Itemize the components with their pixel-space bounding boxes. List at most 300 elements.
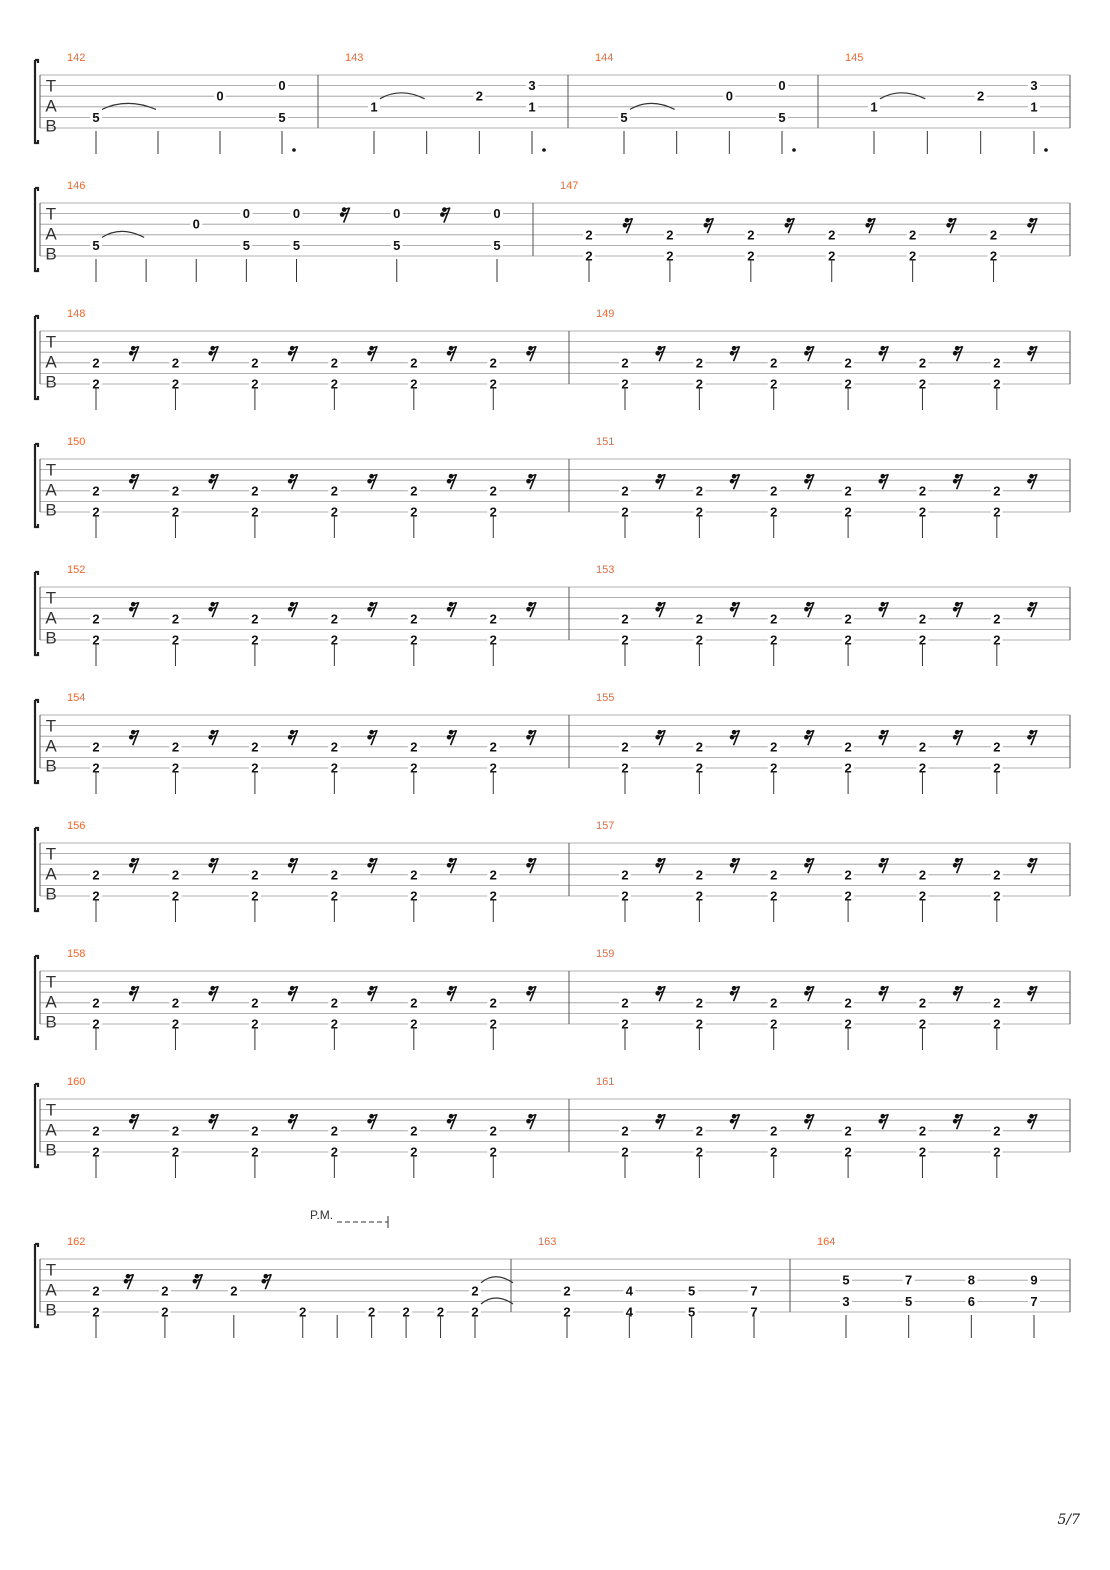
fret-number: 2 <box>993 504 1001 520</box>
fret-number: 5 <box>92 237 100 253</box>
tab-clef-letter: T <box>45 588 57 608</box>
fret-number: 2 <box>844 376 852 392</box>
fret-number: 2 <box>918 1144 927 1160</box>
fret-number: 2 <box>695 739 703 755</box>
sixteenth-rest <box>878 986 888 1001</box>
measure-number: 155 <box>596 692 615 704</box>
measure-number: 152 <box>67 564 86 576</box>
tab-clef-letter: A <box>45 992 57 1012</box>
measure-number: 143 <box>345 52 364 64</box>
fret-number: 2 <box>770 632 778 648</box>
fret-number: 2 <box>747 227 755 243</box>
fret-number: 2 <box>330 483 338 499</box>
fret-number: 2 <box>330 739 338 755</box>
sixteenth-rest <box>1027 346 1037 361</box>
fret-number: 2 <box>92 1123 100 1139</box>
fret-number: 5 <box>688 1283 696 1299</box>
fret-number: 2 <box>621 376 629 392</box>
sixteenth-rest <box>129 986 139 1001</box>
fret-number: 2 <box>695 632 703 648</box>
sixteenth-rest <box>367 858 377 873</box>
sixteenth-rest <box>953 602 963 617</box>
fret-number: 2 <box>410 760 418 776</box>
tab-clef-letter: T <box>45 76 57 96</box>
fret-number: 2 <box>330 995 338 1011</box>
system-brace <box>35 444 38 527</box>
fret-number: 2 <box>171 1144 180 1160</box>
fret-number: 2 <box>844 355 852 371</box>
fret-number: 2 <box>489 888 497 904</box>
fret-number: 2 <box>666 248 674 264</box>
system-brace <box>35 1244 38 1327</box>
fret-number: 2 <box>621 888 629 904</box>
fret-number: 2 <box>770 760 778 776</box>
fret-number: 2 <box>918 355 927 371</box>
fret-number: 5 <box>842 1272 850 1288</box>
sixteenth-rest <box>730 986 740 1001</box>
tab-clef-letter: T <box>45 204 57 224</box>
measure-number: 149 <box>596 308 615 320</box>
fret-number: 2 <box>918 483 927 499</box>
sixteenth-rest <box>208 474 218 489</box>
fret-number: 2 <box>666 227 674 243</box>
fret-number: 0 <box>725 88 733 104</box>
fret-number: 2 <box>621 1144 629 1160</box>
fret-number: 2 <box>171 376 180 392</box>
sixteenth-rest <box>804 602 814 617</box>
sixteenth-rest <box>730 346 740 361</box>
fret-number: 2 <box>621 867 629 883</box>
fret-number: 2 <box>993 739 1001 755</box>
fret-number: 0 <box>493 206 501 222</box>
fret-number: 8 <box>967 1272 975 1288</box>
system-brace <box>35 956 38 1039</box>
measure-number: 159 <box>596 948 615 960</box>
fret-number: 2 <box>171 1016 180 1032</box>
sixteenth-rest <box>288 858 298 873</box>
tab-clef-letter: A <box>45 608 57 628</box>
fret-number: 2 <box>251 504 259 520</box>
fret-number: 2 <box>770 504 778 520</box>
page-number: 5/7 <box>1057 1512 1080 1528</box>
fret-number: 7 <box>1030 1293 1038 1309</box>
fret-number: 2 <box>993 760 1001 776</box>
fret-number: 2 <box>621 995 629 1011</box>
measure-number: 162 <box>67 1236 86 1248</box>
fret-number: 2 <box>918 888 927 904</box>
fret-number: 2 <box>251 1144 259 1160</box>
sixteenth-rest <box>878 474 888 489</box>
fret-number: 2 <box>92 867 100 883</box>
fret-number: 2 <box>330 376 338 392</box>
sixteenth-rest <box>1027 858 1037 873</box>
fret-number: 2 <box>410 611 418 627</box>
fret-number: 2 <box>251 760 259 776</box>
fret-number: 2 <box>695 355 703 371</box>
fret-number: 2 <box>770 1016 778 1032</box>
fret-number: 2 <box>918 867 927 883</box>
fret-number: 2 <box>92 611 100 627</box>
sixteenth-rest <box>447 474 457 489</box>
sixteenth-rest <box>784 218 794 233</box>
tab-clef-letter: B <box>45 628 57 648</box>
fret-number: 2 <box>92 355 100 371</box>
tab-clef-letter: T <box>45 460 57 480</box>
measure-number: 151 <box>596 436 615 448</box>
sixteenth-rest <box>208 986 218 1001</box>
fret-number: 2 <box>563 1304 571 1320</box>
fret-number: 2 <box>410 1123 418 1139</box>
fret-number: 2 <box>918 760 927 776</box>
fret-number: 2 <box>92 483 100 499</box>
fret-number: 2 <box>993 1016 1001 1032</box>
sixteenth-rest <box>730 602 740 617</box>
fret-number: 2 <box>489 611 497 627</box>
sixteenth-rest <box>288 1114 298 1129</box>
fret-number: 5 <box>292 237 301 253</box>
sixteenth-rest <box>878 1114 888 1129</box>
tab-clef-letter: B <box>45 1012 57 1032</box>
sixteenth-rest <box>129 346 139 361</box>
fret-number: 2 <box>92 1304 100 1320</box>
sixteenth-rest <box>804 730 814 745</box>
fret-number: 2 <box>410 504 418 520</box>
duration-dot <box>792 148 796 152</box>
system-brace <box>35 316 38 399</box>
fret-number: 2 <box>918 995 927 1011</box>
fret-number: 2 <box>330 888 338 904</box>
fret-number: 2 <box>621 483 629 499</box>
tab-clef-letter: T <box>45 716 57 736</box>
sixteenth-rest <box>1027 218 1037 233</box>
fret-number: 2 <box>251 355 259 371</box>
fret-number: 2 <box>161 1304 169 1320</box>
fret-number: 3 <box>842 1293 850 1309</box>
fret-number: 2 <box>844 504 852 520</box>
fret-number: 2 <box>410 995 418 1011</box>
fret-number: 2 <box>695 1144 703 1160</box>
fret-number: 2 <box>251 376 259 392</box>
sixteenth-rest <box>526 474 536 489</box>
sixteenth-rest <box>953 1114 963 1129</box>
fret-number: 2 <box>844 1016 852 1032</box>
fret-number: 2 <box>251 483 259 499</box>
fret-number: 2 <box>161 1283 169 1299</box>
fret-number: 2 <box>330 1016 338 1032</box>
sixteenth-rest <box>288 986 298 1001</box>
fret-number: 2 <box>993 355 1001 371</box>
sixteenth-rest <box>367 474 377 489</box>
tab-clef-letter: B <box>45 372 57 392</box>
fret-number: 2 <box>410 1016 418 1032</box>
sixteenth-rest <box>730 474 740 489</box>
fret-number: 2 <box>171 995 180 1011</box>
fret-number: 2 <box>621 1016 629 1032</box>
sixteenth-rest <box>730 858 740 873</box>
fret-number: 2 <box>230 1283 238 1299</box>
tab-clef-letter: B <box>45 884 57 904</box>
fret-number: 2 <box>844 867 852 883</box>
sixteenth-rest <box>655 986 665 1001</box>
fret-number: 2 <box>770 355 778 371</box>
fret-number: 2 <box>844 739 852 755</box>
fret-number: 2 <box>695 888 703 904</box>
fret-number: 2 <box>489 867 497 883</box>
fret-number: 2 <box>171 504 180 520</box>
fret-number: 2 <box>695 611 703 627</box>
duration-dot <box>292 148 296 152</box>
fret-number: 2 <box>330 611 338 627</box>
fret-number: 0 <box>292 206 301 222</box>
tie-arc <box>102 231 144 237</box>
fret-number: 2 <box>918 1016 927 1032</box>
tab-clef-letter: A <box>45 96 57 116</box>
fret-number: 2 <box>621 632 629 648</box>
sixteenth-rest <box>804 346 814 361</box>
fret-number: 2 <box>92 1016 100 1032</box>
fret-number: 7 <box>750 1304 758 1320</box>
fret-number: 2 <box>489 1144 497 1160</box>
fret-number: 2 <box>251 1016 259 1032</box>
fret-number: 2 <box>695 760 703 776</box>
fret-number: 0 <box>393 206 401 222</box>
fret-number: 2 <box>770 1123 778 1139</box>
sixteenth-rest <box>1027 1114 1037 1129</box>
sixteenth-rest <box>208 1114 218 1129</box>
sixteenth-rest <box>288 602 298 617</box>
system-brace <box>35 1084 38 1167</box>
sixteenth-rest <box>655 858 665 873</box>
tab-clef-letter: A <box>45 736 57 756</box>
system-brace <box>35 572 38 655</box>
fret-number: 2 <box>695 483 703 499</box>
tab-clef-letter: A <box>45 224 57 244</box>
fret-number: 2 <box>251 611 259 627</box>
fret-number: 2 <box>489 760 497 776</box>
fret-number: 2 <box>770 483 778 499</box>
fret-number: 2 <box>251 1123 259 1139</box>
fret-number: 2 <box>171 355 180 371</box>
sixteenth-rest <box>261 1274 271 1289</box>
fret-number: 2 <box>695 376 703 392</box>
fret-number: 3 <box>528 78 536 94</box>
sixteenth-rest <box>440 207 450 222</box>
fret-number: 2 <box>770 611 778 627</box>
fret-number: 2 <box>92 760 100 776</box>
sixteenth-rest <box>367 602 377 617</box>
sixteenth-rest <box>447 730 457 745</box>
fret-number: 2 <box>695 1016 703 1032</box>
fret-number: 2 <box>993 1144 1001 1160</box>
fret-number: 2 <box>330 867 338 883</box>
sixteenth-rest <box>655 602 665 617</box>
sixteenth-rest <box>865 218 875 233</box>
sixteenth-rest <box>288 346 298 361</box>
sixteenth-rest <box>526 858 536 873</box>
sixteenth-rest <box>208 602 218 617</box>
sixteenth-rest <box>124 1274 134 1289</box>
sixteenth-rest <box>129 730 139 745</box>
fret-number: 6 <box>967 1293 975 1309</box>
fret-number: 2 <box>489 483 497 499</box>
tab-clef-letter: A <box>45 352 57 372</box>
tab-clef-letter: T <box>45 1260 57 1280</box>
fret-number: 2 <box>844 632 852 648</box>
fret-number: 2 <box>918 632 927 648</box>
fret-number: 2 <box>695 995 703 1011</box>
fret-number: 2 <box>92 1144 100 1160</box>
sixteenth-rest <box>878 858 888 873</box>
fret-number: 2 <box>770 867 778 883</box>
fret-number: 2 <box>410 867 418 883</box>
fret-number: 2 <box>410 632 418 648</box>
fret-number: 2 <box>299 1304 307 1320</box>
fret-number: 2 <box>489 504 497 520</box>
sixteenth-rest <box>655 346 665 361</box>
sixteenth-rest <box>704 218 714 233</box>
fret-number: 2 <box>489 376 497 392</box>
tab-clef-letter: B <box>45 500 57 520</box>
sixteenth-rest <box>208 730 218 745</box>
sixteenth-rest <box>526 1114 536 1129</box>
fret-number: 2 <box>621 504 629 520</box>
fret-number: 2 <box>585 227 593 243</box>
measure-number: 150 <box>67 436 86 448</box>
measure-number: 161 <box>596 1076 615 1088</box>
tab-clef-letter: A <box>45 1120 57 1140</box>
sixteenth-rest <box>655 730 665 745</box>
sixteenth-rest <box>804 986 814 1001</box>
measure-number: 146 <box>67 180 86 192</box>
sixteenth-rest <box>208 346 218 361</box>
fret-number: 1 <box>870 99 878 115</box>
fret-number: 2 <box>844 1144 852 1160</box>
fret-number: 1 <box>370 99 378 115</box>
sixteenth-rest <box>526 602 536 617</box>
fret-number: 0 <box>216 88 224 104</box>
fret-number: 2 <box>410 355 418 371</box>
tab-clef-letter: B <box>45 244 57 264</box>
fret-number: 2 <box>410 376 418 392</box>
fret-number: 2 <box>410 888 418 904</box>
fret-number: 2 <box>251 739 259 755</box>
fret-number: 2 <box>368 1304 376 1320</box>
fret-number: 0 <box>278 78 286 94</box>
fret-number: 2 <box>918 611 927 627</box>
sixteenth-rest <box>953 474 963 489</box>
fret-number: 2 <box>251 867 259 883</box>
sixteenth-rest <box>1027 986 1037 1001</box>
fret-number: 2 <box>410 739 418 755</box>
measure-number: 147 <box>560 180 579 192</box>
fret-number: 2 <box>489 1016 497 1032</box>
fret-number: 2 <box>563 1283 571 1299</box>
fret-number: 2 <box>92 504 100 520</box>
fret-number: 2 <box>92 888 100 904</box>
sixteenth-rest <box>129 602 139 617</box>
fret-number: 2 <box>844 611 852 627</box>
measure-number: 142 <box>67 52 86 64</box>
fret-number: 2 <box>770 995 778 1011</box>
fret-number: 1 <box>528 99 536 115</box>
measure-number: 163 <box>538 1236 557 1248</box>
fret-number: 2 <box>909 248 917 264</box>
fret-number: 9 <box>1030 1272 1038 1288</box>
palm-mute-label: P.M. <box>310 1208 334 1222</box>
duration-dot <box>1044 148 1048 152</box>
tab-clef-letter: B <box>45 1140 57 1160</box>
sixteenth-rest <box>288 730 298 745</box>
fret-number: 2 <box>330 1123 338 1139</box>
fret-number: 2 <box>330 355 338 371</box>
fret-number: 2 <box>993 483 1001 499</box>
fret-number: 0 <box>192 216 200 232</box>
fret-number: 2 <box>489 739 497 755</box>
fret-number: 2 <box>844 760 852 776</box>
fret-number: 2 <box>171 632 180 648</box>
fret-number: 2 <box>92 995 100 1011</box>
sixteenth-rest <box>953 986 963 1001</box>
measure-number: 145 <box>845 52 864 64</box>
fret-number: 2 <box>489 1123 497 1139</box>
fret-number: 2 <box>171 611 180 627</box>
measure-number: 157 <box>596 820 615 832</box>
fret-number: 2 <box>844 888 852 904</box>
fret-number: 2 <box>770 1144 778 1160</box>
fret-number: 2 <box>330 504 338 520</box>
fret-number: 2 <box>402 1304 410 1320</box>
fret-number: 2 <box>621 611 629 627</box>
sixteenth-rest <box>129 858 139 873</box>
fret-number: 5 <box>92 109 100 125</box>
sixteenth-rest <box>1027 602 1037 617</box>
sixteenth-rest <box>730 730 740 745</box>
fret-number: 2 <box>471 1304 479 1320</box>
fret-number: 5 <box>393 237 401 253</box>
sixteenth-rest <box>804 474 814 489</box>
fret-number: 2 <box>92 1283 100 1299</box>
tab-clef-letter: T <box>45 332 57 352</box>
sixteenth-rest <box>367 346 377 361</box>
fret-number: 2 <box>993 1123 1001 1139</box>
sixteenth-rest <box>878 346 888 361</box>
sixteenth-rest <box>526 346 536 361</box>
sixteenth-rest <box>447 346 457 361</box>
fret-number: 2 <box>621 1123 629 1139</box>
tab-clef-letter: T <box>45 972 57 992</box>
sixteenth-rest <box>367 730 377 745</box>
fret-number: 2 <box>770 739 778 755</box>
fret-number: 4 <box>625 1283 633 1299</box>
fret-number: 2 <box>621 355 629 371</box>
fret-number: 2 <box>471 1283 479 1299</box>
fret-number: 0 <box>778 78 786 94</box>
tab-clef-letter: A <box>45 864 57 884</box>
fret-number: 2 <box>171 739 180 755</box>
sixteenth-rest <box>367 986 377 1001</box>
fret-number: 7 <box>750 1283 758 1299</box>
fret-number: 2 <box>92 739 100 755</box>
fret-number: 5 <box>905 1293 913 1309</box>
fret-number: 2 <box>171 1123 180 1139</box>
fret-number: 2 <box>695 1123 703 1139</box>
sixteenth-rest <box>526 730 536 745</box>
fret-number: 2 <box>489 995 497 1011</box>
measure-number: 144 <box>595 52 614 64</box>
fret-number: 5 <box>688 1304 696 1320</box>
fret-number: 2 <box>993 632 1001 648</box>
fret-number: 2 <box>489 632 497 648</box>
